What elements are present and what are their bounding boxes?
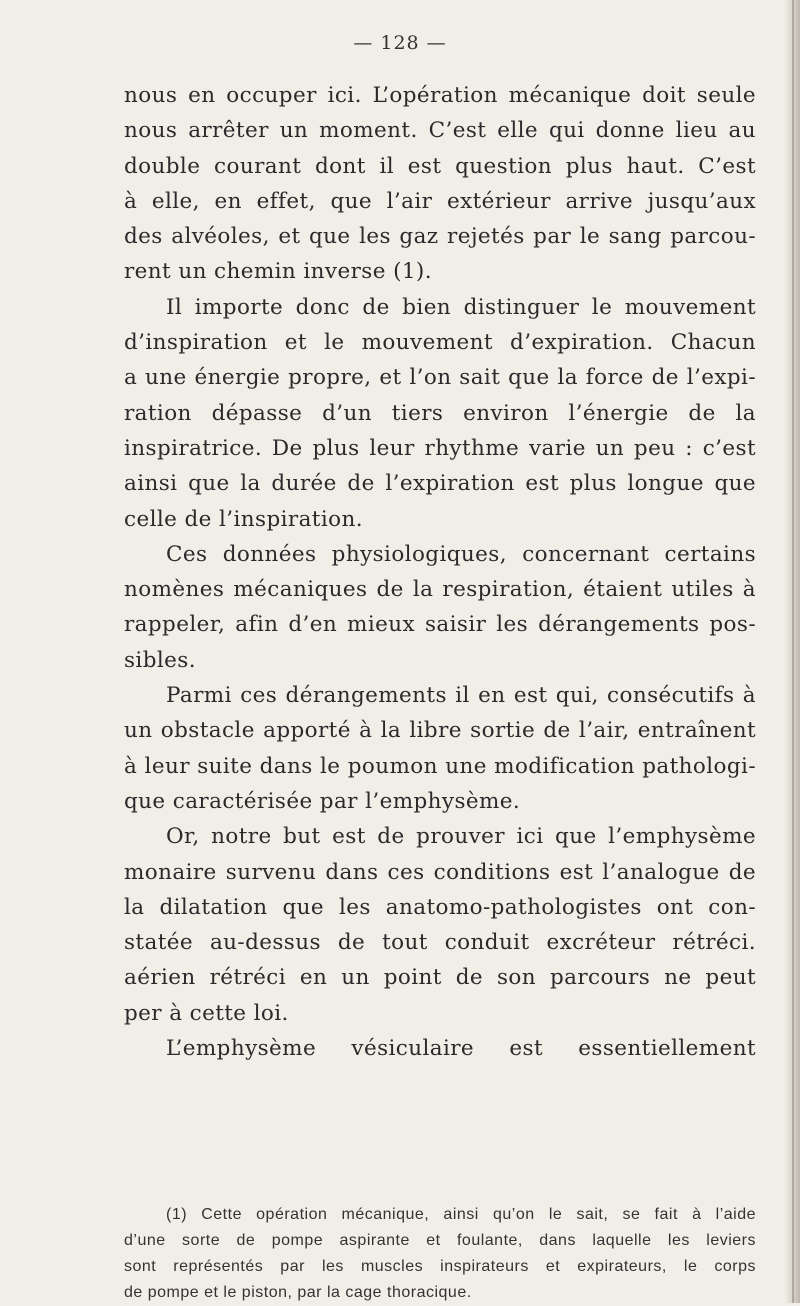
text-line: la dilatation que les anatomo-pathologistes ont con- xyxy=(124,894,756,920)
text-line: aérien rétréci en un point de son parcours ne peut xyxy=(124,965,756,991)
text-line: rent un chemin inverse (1). xyxy=(124,259,432,285)
footnote-line: d’une sorte de pompe aspirante et foulante, dans laquelle les leviers xyxy=(124,1232,756,1249)
footnote xyxy=(124,1202,756,1306)
text-line: à leur suite dans le poumon une modification pathologi- xyxy=(124,753,756,779)
text-line: que caractérisée par l’emphysème. xyxy=(124,788,521,814)
text-line: nous arrêter un moment. C’est elle qui donne lieu au xyxy=(124,118,756,144)
text-line: d’inspiration et le mouvement d’expiration. Chacun xyxy=(124,330,756,356)
text-line: celle de l’inspiration. xyxy=(124,506,363,532)
paragraph-start-line: Il importe donc de bien distinguer le mouvement xyxy=(166,294,756,320)
page-edge-line xyxy=(792,0,794,1303)
text-line: statée au-dessus de tout conduit excréteur rétréci. xyxy=(124,930,756,956)
text-line: per à cette loi. xyxy=(124,1000,289,1026)
text-line: rappeler, afin d’en mieux saisir les dérangements pos- xyxy=(124,612,756,638)
text-line: nous en occuper ici. L’opération mécanique doit seule xyxy=(124,83,756,108)
text-line: à elle, en effet, que l’air extérieur arrive jusqu’aux xyxy=(124,188,756,214)
text-line: des alvéoles, et que les gaz rejetés par le sang parcou- xyxy=(124,224,756,250)
paragraph-start-line: Parmi ces dérangements il en est qui, consécutifs à xyxy=(166,683,756,709)
footnote-line: sont représentés par les muscles inspirateurs et expirateurs, le corps xyxy=(124,1258,756,1275)
paragraph-start-line: L’emphysème vésiculaire est essentiellement xyxy=(166,1036,756,1062)
text-line: ainsi que la durée de l’expiration est plus longue que xyxy=(124,471,756,497)
text-line: a une énergie propre, et l’on sait que la force de l’expi- xyxy=(124,365,756,391)
text-line: nomènes mécaniques de la respiration, étaient utiles à xyxy=(124,577,756,603)
footnote-line: de pompe et le piston, par la cage thoracique. xyxy=(124,1284,472,1301)
text-line: monaire survenu dans ces conditions est l’analogue de xyxy=(124,859,756,885)
text-line: double courant dont il est question plus haut. C’est xyxy=(124,153,756,179)
paragraph-start-line: Ces données physiologiques, concernant certains xyxy=(166,541,756,567)
page-number: — 128 — xyxy=(353,32,447,54)
text-line: sibles. xyxy=(124,647,196,673)
main-text xyxy=(124,78,756,1066)
text-line: inspiratrice. De plus leur rhythme varie un peu : c’est xyxy=(124,435,756,461)
text-line: ration dépasse d’un tiers environ l’énergie de la xyxy=(124,400,756,426)
text-line: un obstacle apporté à la libre sortie de l’air, entraînent xyxy=(124,718,756,744)
footnote-line: (1) Cette opération mécanique, ainsi qu’on le sait, se fait à l’aide xyxy=(166,1206,756,1223)
paragraph-start-line: Or, notre but est de prouver ici que l’emphysème xyxy=(166,824,756,850)
